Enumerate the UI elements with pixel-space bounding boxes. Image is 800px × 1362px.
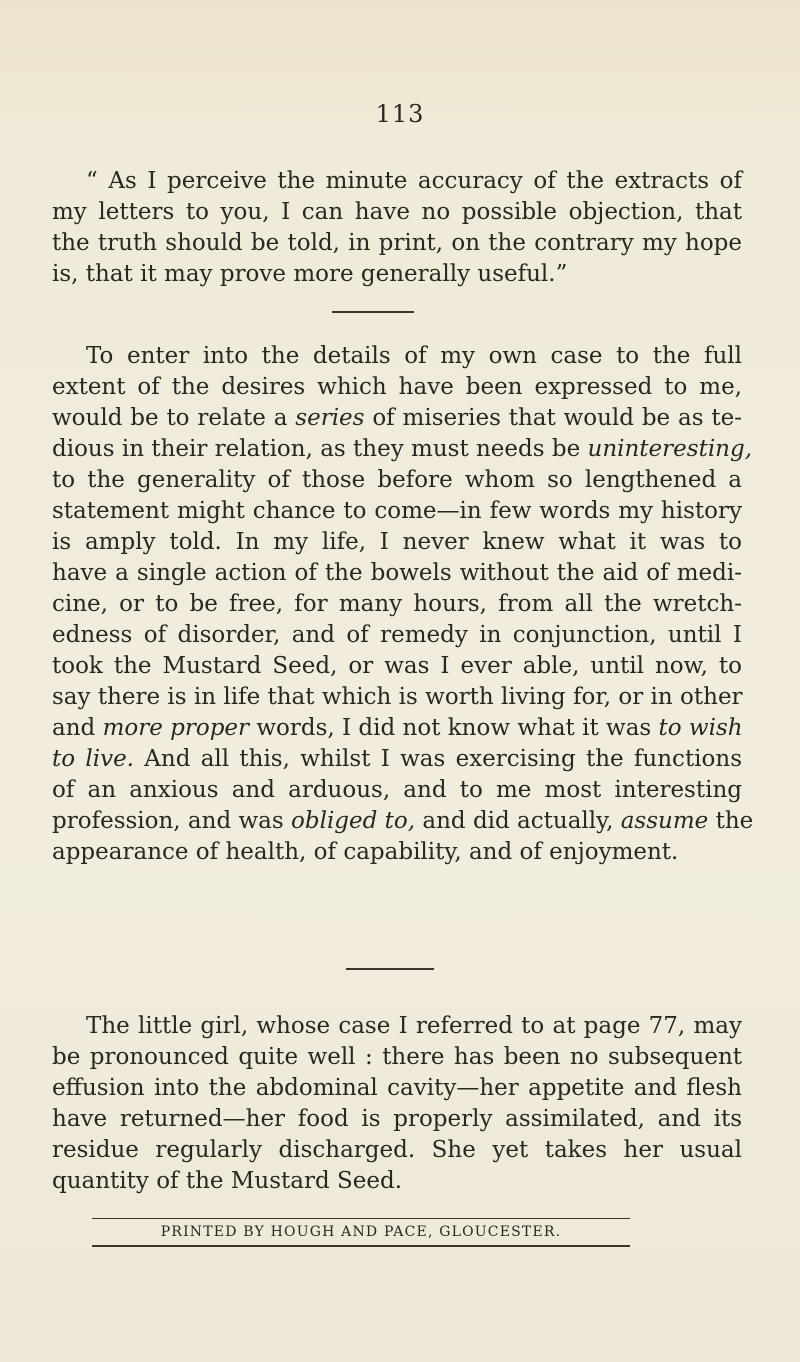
page-number: 113 [375, 100, 425, 128]
girl-case-paragraph [52, 1011, 742, 1197]
italic-emphasis: to live. [52, 746, 134, 772]
text-line: to live. And all this, whilst I was exercising the functions [52, 746, 743, 772]
text-line: be pronounced quite well : there has been no subsequent [52, 1044, 742, 1070]
text-line: To enter into the details of my own case to the full [86, 343, 742, 369]
text-line: effusion into the abdominal cavity—her appetite and flesh [52, 1075, 742, 1101]
text-line: edness of disorder, and of remedy in conjunction, until I [52, 622, 742, 648]
text-line: statement might chance to come—in few words my history [52, 498, 742, 524]
text-line: the truth should be told, in print, on the contrary my hope [52, 230, 742, 256]
text-line: “ As I perceive the minute accuracy of the extracts of [86, 168, 742, 194]
text-line: residue regularly discharged. She yet takes her usual [52, 1137, 742, 1163]
text-line: extent of the desires which have been expressed to me, [52, 374, 742, 400]
text-line: say there is in life that which is worth living for, or in other [52, 684, 743, 710]
text-line: have returned—her food is properly assimilated, and its [52, 1106, 742, 1132]
italic-emphasis: to wish [658, 715, 743, 741]
quote-paragraph [52, 166, 742, 290]
text-line: is amply told. In my life, I never knew what it was to [52, 529, 742, 555]
section-divider [346, 968, 434, 970]
italic-emphasis: obliged to, [291, 808, 416, 834]
text-line: of an anxious and arduous, and to me most interesting [52, 777, 742, 803]
printer-imprint: PRINTED BY HOUGH AND PACE, GLOUCESTER. [160, 1224, 562, 1240]
italic-emphasis: more proper [102, 715, 250, 741]
imprint-top-rule [92, 1218, 630, 1219]
text-line: cine, or to be free, for many hours, from all the wretch- [52, 591, 742, 617]
text-line: took the Mustard Seed, or was I ever able, until now, to [52, 653, 742, 679]
text-line: profession, and was obliged to, and did actually, assume the [52, 808, 754, 834]
italic-emphasis: series [295, 405, 365, 431]
italic-emphasis: uninteresting, [587, 436, 753, 462]
text-line: would be to relate a series of miseries that would be as te- [52, 405, 742, 431]
text-line: have a single action of the bowels without the aid of medi- [52, 560, 742, 586]
text-line: appearance of health, of capability, and of enjoyment. [52, 839, 679, 865]
text-line: The little girl, whose case I referred to at page 77, may [86, 1013, 742, 1039]
case-paragraph [52, 341, 754, 868]
text-line: dious in their relation, as they must needs be uninteresting, [52, 436, 753, 462]
text-line: is, that it may prove more generally useful.” [52, 261, 568, 287]
text-line: my letters to you, I can have no possible objection, that [52, 199, 742, 225]
text-line: to the generality of those before whom so lengthened a [52, 467, 742, 493]
text-line: and more proper words, I did not know what it was to wish [52, 715, 743, 741]
italic-emphasis: assume [620, 808, 709, 834]
text-line: quantity of the Mustard Seed. [52, 1168, 403, 1194]
imprint-bottom-rule [92, 1245, 630, 1247]
section-divider [332, 311, 414, 313]
